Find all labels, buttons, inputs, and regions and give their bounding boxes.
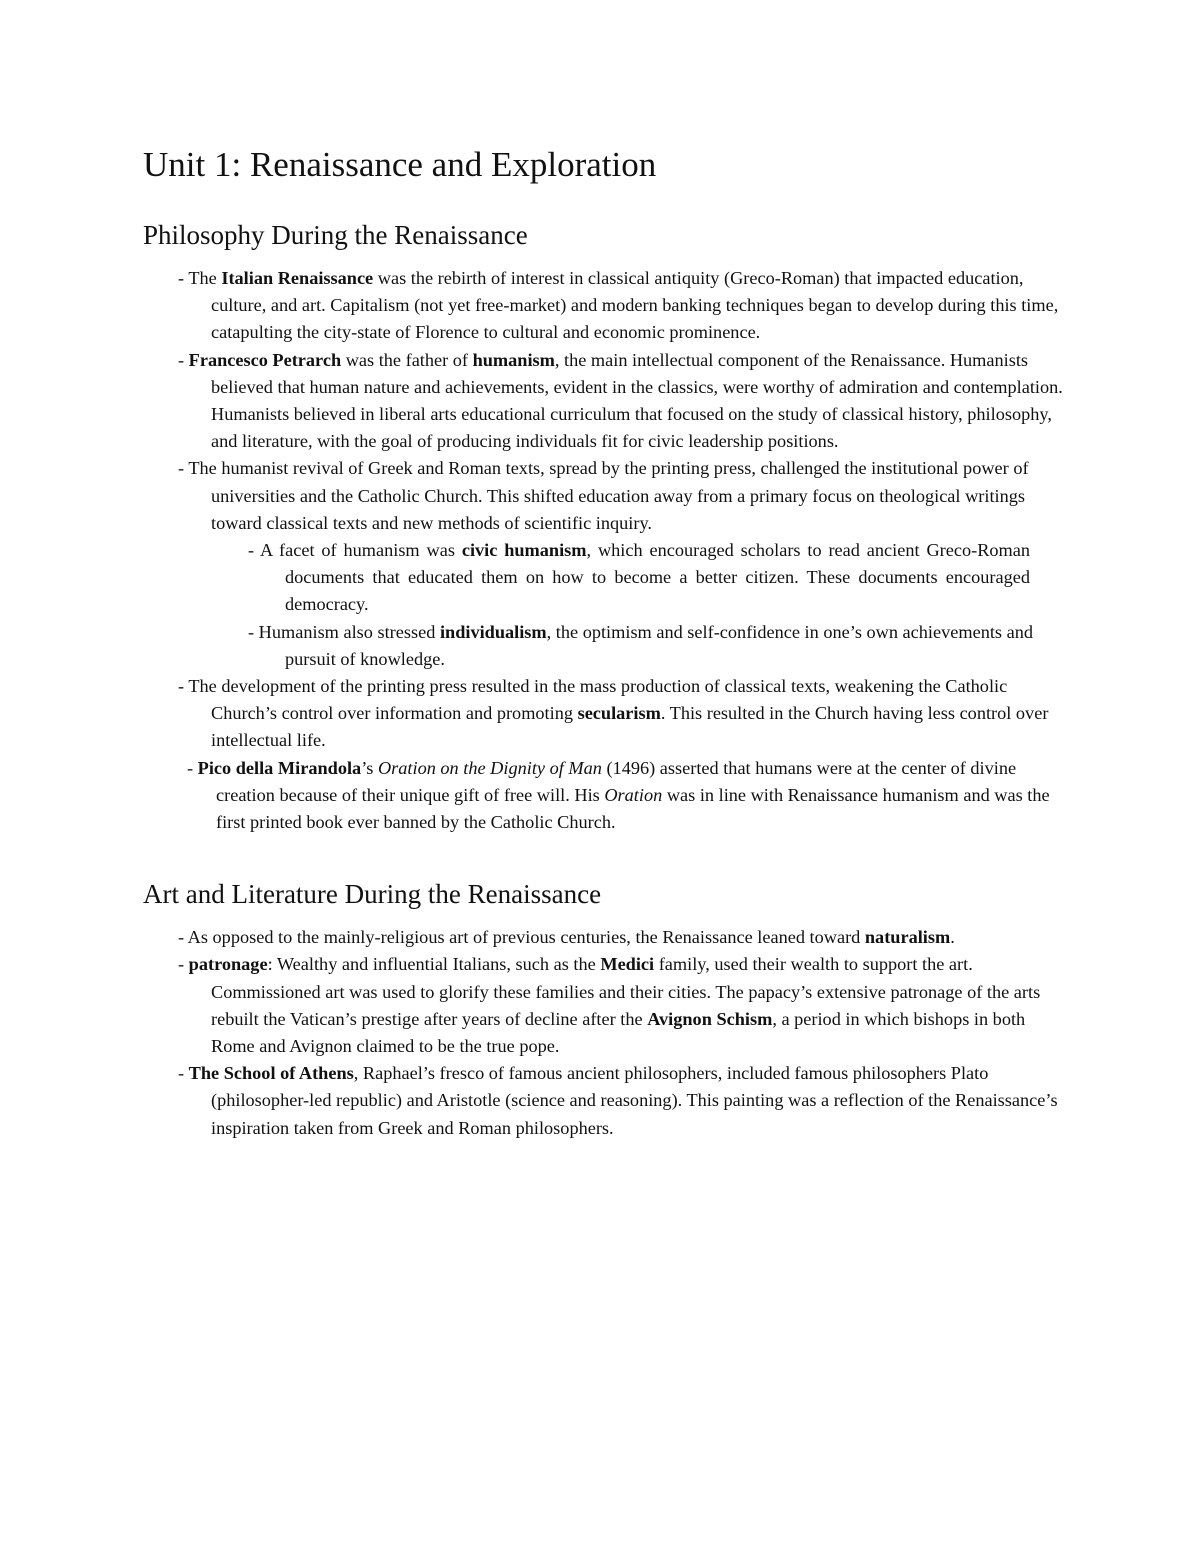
list-item: - The humanist revival of Greek and Roman texts, spread by the printing press, challenged the institutional power of universities and the Catholic Church. This shifted education away from a primary focus on theological writings toward classical texts and new methods of scientific inquiry.: [178, 458, 1029, 533]
list-item: - Pico della Mirandola’s Oration on the Dignity of Man (1496) asserted that humans were at the center of divine creation because of their unique gift of free will. His Oration was in line with Renaissance humanism and was the first printed book ever banned by the Catholic Church.: [187, 757, 1050, 833]
list-item: - The School of Athens, Raphael’s fresco of famous ancient philosophers, included famous philosophers Plato (philosopher-led republic) and Aristotle (science and reasoning). This painting was a reflection of the Renaissance’s inspiration taken from Greek and Roman philosophers.: [178, 1063, 1058, 1138]
list-item: - Francesco Petrarch was the father of humanism, the main intellectual component of the Renaissance. Humanists believed that human nature and achievements, evident in the classics, were worthy of admiration and contemplation. Humanists believed in liberal arts educational curriculum that focused on the study of classical history, philosophy, and literature, with the goal of producing individuals fit for civic leadership positions.: [178, 349, 1063, 452]
list-item: - The Italian Renaissance was the rebirth of interest in classical antiquity (Greco-Roman) that impacted education, culture, and art. Capitalism (not yet free-market) and modern banking techniques began to develop during this time, catapulting the city-state of Florence to cultural and economic prominence.: [178, 268, 1059, 343]
list-item: - patronage: Wealthy and influential Italians, such as the Medici family, used their wealth to support the art. Commissioned art was used to glorify these families and their cities. The papacy’s extensive patronage of the arts rebuilt the Vatican’s prestige after years of decline after the Avignon Schism, a period in which bishops in both Rome and Avignon claimed to be the true pope.: [178, 954, 1041, 1057]
page-title: Unit 1: Renaissance and Exploration: [143, 145, 657, 184]
sub-list-item: - Humanism also stressed individualism, the optimism and self-confidence in one’s own achievements and pursuit of knowledge.: [248, 621, 1034, 669]
section-heading-art: Art and Literature During the Renaissance: [143, 879, 602, 910]
list-item: - The development of the printing press resulted in the mass production of classical texts, weakening the Catholic Church’s control over information and promoting secularism. This resulted in the Church having less control over intellectual life.: [178, 676, 1049, 751]
section-heading-philosophy: Philosophy During the Renaissance: [143, 220, 528, 250]
document-page: [143, 143, 1073, 1142]
philosophy-list: [143, 265, 1073, 836]
sub-list-item: - A facet of humanism was civic humanism, which encouraged scholars to read ancient Greco-Roman documents that educated them on how to become a better citizen. These documents encouraged democracy.: [248, 540, 1030, 615]
art-list: [143, 924, 1073, 1142]
list-item: - As opposed to the mainly-religious art of previous centuries, the Renaissance leaned toward naturalism.: [178, 927, 955, 948]
